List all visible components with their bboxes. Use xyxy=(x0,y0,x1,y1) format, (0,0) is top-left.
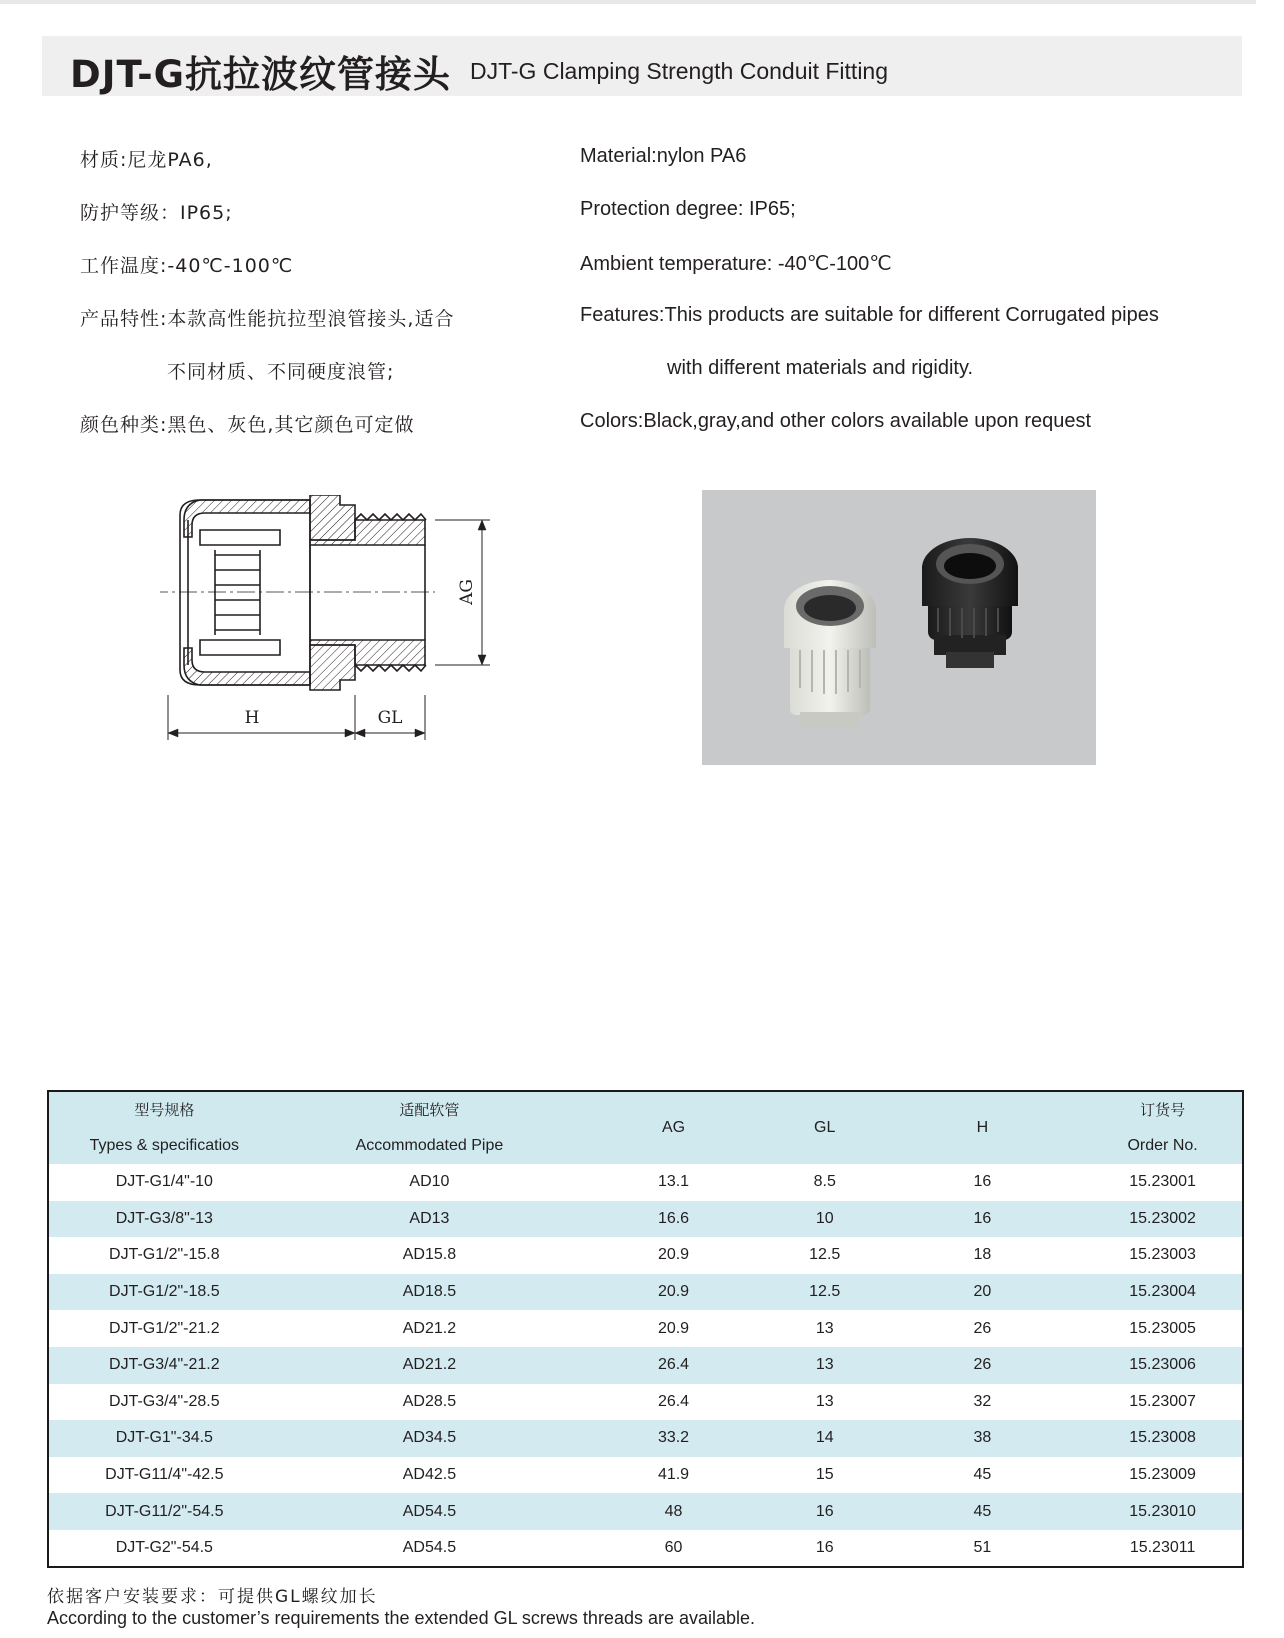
header-h: H xyxy=(882,1091,1084,1164)
table-row xyxy=(48,1384,1243,1421)
dimension-gl-label: GL xyxy=(377,708,403,728)
black-fitting xyxy=(922,538,1018,668)
fitting-cross-section-drawing xyxy=(160,495,530,755)
table-cell: 12.5 xyxy=(768,1274,882,1311)
table-cell: DJT-G1/4"-10 xyxy=(115,1173,213,1191)
table-cell: 20 xyxy=(882,1274,1084,1311)
table-cell: AD10 xyxy=(409,1173,450,1191)
table-cell: AD42.5 xyxy=(402,1466,457,1484)
spec-temperature-en: Ambient temperature: -40℃-100℃ xyxy=(580,253,892,275)
specification-table xyxy=(47,1090,1244,1568)
spec-features-en: Features:This products are suitable for different Corrugated pipes xyxy=(580,304,1159,326)
header-gl: GL xyxy=(768,1091,882,1164)
spec-features-en-cont: with different materials and rigidity. xyxy=(667,357,974,379)
footnote-en: According to the customer’s requirements the extended GL screws threads are available. xyxy=(47,1608,756,1628)
table-cell: 26 xyxy=(882,1347,1084,1384)
table-cell: 13.1 xyxy=(657,1173,690,1191)
table-cell: 12.5 xyxy=(809,1246,841,1264)
table-cell: 20.9 xyxy=(657,1246,690,1264)
dimension-ag-label: AG xyxy=(457,579,477,605)
spec-features-cn: 产品特性:本款高性能抗拉型浪管接头,适合 xyxy=(80,308,455,330)
table-row xyxy=(48,1274,1243,1311)
table-cell: 32 xyxy=(973,1392,992,1410)
table-cell: 51 xyxy=(973,1538,992,1556)
table-cell: DJT-G1"-34.5 xyxy=(48,1420,280,1457)
table-cell: 33.2 xyxy=(579,1420,768,1457)
table-cell: 26.4 xyxy=(657,1392,690,1410)
table-row xyxy=(48,1493,1243,1530)
table-cell: 45 xyxy=(882,1493,1084,1530)
table-cell: 18 xyxy=(973,1246,992,1264)
table-cell: 16.6 xyxy=(579,1201,768,1238)
table-cell: 15.23009 xyxy=(1129,1466,1196,1484)
table-cell: 26.4 xyxy=(579,1347,768,1384)
table-cell: 15.23003 xyxy=(1129,1246,1196,1264)
header-type: 型号规格 Types & specificatios xyxy=(48,1091,280,1164)
table-cell: AD21.2 xyxy=(280,1347,580,1384)
spec-protection-cn: 防护等级：IP65; xyxy=(80,202,233,224)
table-cell: 41.9 xyxy=(657,1466,690,1484)
table-cell: 13 xyxy=(815,1392,834,1410)
title-bar xyxy=(42,36,1242,96)
spec-material-cn: 材质:尼龙PA6, xyxy=(80,149,213,171)
spec-colors-en: Colors:Black,gray,and other colors available upon request xyxy=(580,410,1092,432)
table-cell: AD54.5 xyxy=(280,1493,580,1530)
table-cell: 16 xyxy=(815,1538,834,1556)
table-cell: AD15.8 xyxy=(402,1246,457,1264)
table-cell: 15.23006 xyxy=(1083,1347,1243,1384)
table-cell: AD34.5 xyxy=(280,1420,580,1457)
table-cell: 16 xyxy=(973,1173,992,1191)
table-cell: 16 xyxy=(882,1201,1084,1238)
table-cell: 15.23001 xyxy=(1129,1173,1196,1191)
spec-features-cn-cont: 不同材质、不同硬度浪管; xyxy=(167,361,395,383)
table-row xyxy=(48,1237,1243,1274)
table-cell: 20.9 xyxy=(657,1319,690,1337)
table-cell: 15.23008 xyxy=(1083,1420,1243,1457)
spec-material-en: Material:nylon PA6 xyxy=(580,145,747,167)
table-cell: 15.23004 xyxy=(1083,1274,1243,1311)
table-cell: 26 xyxy=(973,1319,992,1337)
gray-fitting xyxy=(784,580,876,728)
table-cell: DJT-G3/4"-21.2 xyxy=(48,1347,280,1384)
header-ag: AG xyxy=(579,1091,768,1164)
table-cell: DJT-G11/2"-54.5 xyxy=(48,1493,280,1530)
spec-protection-en: Protection degree: IP65; xyxy=(580,198,796,220)
page-title: DJT-G抗拉波纹管接头 xyxy=(70,53,452,96)
table-cell: 8.5 xyxy=(813,1173,836,1191)
top-divider xyxy=(0,0,1256,4)
table-cell: 38 xyxy=(882,1420,1084,1457)
table-row xyxy=(48,1530,1243,1567)
table-cell: 13 xyxy=(815,1319,834,1337)
dimension-h-label: H xyxy=(244,708,260,728)
table-cell: AD28.5 xyxy=(402,1392,457,1410)
table-cell: 60 xyxy=(664,1538,683,1556)
table-cell: DJT-G11/4"-42.5 xyxy=(105,1466,224,1484)
table-cell: 48 xyxy=(579,1493,768,1530)
table-cell: 14 xyxy=(768,1420,882,1457)
footnote-cn: 依据客户安装要求：可提供GL螺纹加长 xyxy=(47,1587,378,1607)
table-cell: 16 xyxy=(768,1493,882,1530)
table-cell: AD13 xyxy=(280,1201,580,1238)
product-photo xyxy=(702,490,1096,765)
table-row xyxy=(48,1457,1243,1494)
table-cell: DJT-G2"-54.5 xyxy=(115,1538,213,1556)
table-cell: AD54.5 xyxy=(402,1538,457,1556)
spec-colors-cn: 颜色种类:黑色、灰色,其它颜色可定做 xyxy=(80,414,415,436)
table-cell: 45 xyxy=(973,1466,992,1484)
table-cell: 15.23002 xyxy=(1083,1201,1243,1238)
table-cell: DJT-G1/2"-15.8 xyxy=(109,1246,220,1264)
page-subtitle: DJT-G Clamping Strength Conduit Fitting xyxy=(470,58,889,84)
table-row xyxy=(48,1310,1243,1347)
header-pipe: 适配软管 Accommodated Pipe xyxy=(280,1091,580,1164)
table-cell: DJT-G3/8"-13 xyxy=(48,1201,280,1238)
table-cell: DJT-G1/2"-21.2 xyxy=(109,1319,220,1337)
table-cell: 15.23005 xyxy=(1129,1319,1196,1337)
table-cell: 20.9 xyxy=(579,1274,768,1311)
table-cell: 15.23007 xyxy=(1129,1392,1196,1410)
table-cell: 15.23010 xyxy=(1083,1493,1243,1530)
table-cell: AD18.5 xyxy=(280,1274,580,1311)
table-cell: DJT-G3/4"-28.5 xyxy=(109,1392,220,1410)
table-row xyxy=(48,1164,1243,1201)
header-order: 订货号 Order No. xyxy=(1083,1091,1243,1164)
table-cell: DJT-G1/2"-18.5 xyxy=(48,1274,280,1311)
table-cell: AD21.2 xyxy=(402,1319,457,1337)
table-row xyxy=(48,1201,1243,1238)
table-cell: 13 xyxy=(768,1347,882,1384)
table-cell: 10 xyxy=(768,1201,882,1238)
table-header-row xyxy=(48,1091,1243,1164)
spec-temperature-cn: 工作温度:-40℃-100℃ xyxy=(80,255,294,277)
table-row xyxy=(48,1420,1243,1457)
table-row xyxy=(48,1347,1243,1384)
table-cell: 15.23011 xyxy=(1129,1538,1196,1556)
table-cell: 15 xyxy=(815,1466,834,1484)
